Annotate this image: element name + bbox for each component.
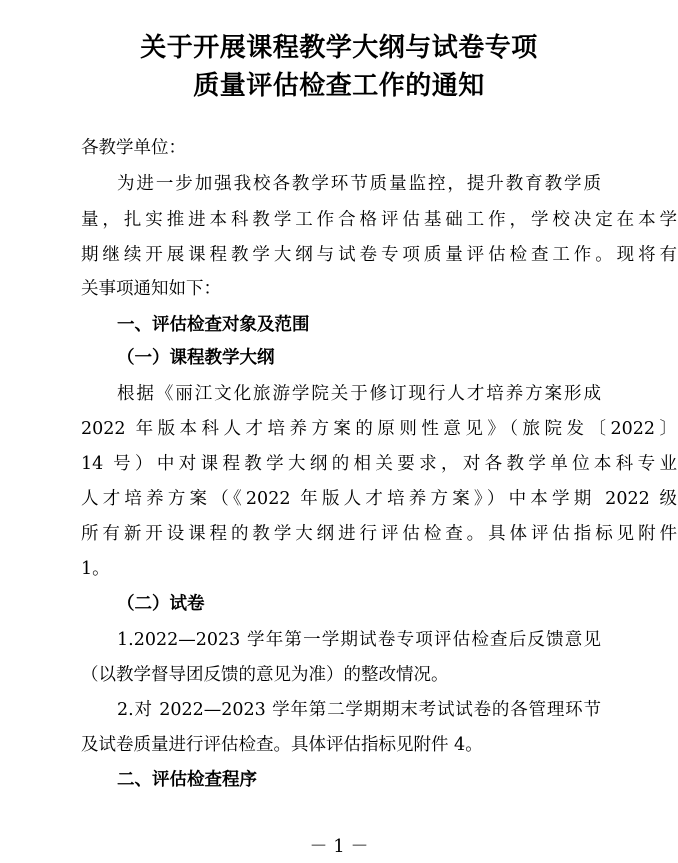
intro-line-1: 为进一步加强我校各教学环节质量监控，提升教育教学质: [117, 174, 601, 194]
sub2-item2-line-2: 及试卷质量进行评估检查。具体评估指标见附件 4。: [81, 735, 483, 755]
section1-heading: 一、评估检查对象及范围: [117, 315, 310, 335]
sub2-heading: （二）试卷: [117, 594, 205, 614]
salutation: 各教学单位：: [81, 138, 186, 158]
document-title-line2: 质量评估检查工作的通知: [193, 71, 485, 101]
sub1-body-line-5: 所有新开设课程的教学大纲进行评估检查。具体评估指标见附件: [81, 524, 677, 544]
intro-line-3: 期继续开展课程教学大纲与试卷专项质量评估检查工作。现将有: [81, 245, 677, 265]
sub1-body-line-6: 1。: [81, 559, 110, 579]
document-title-line1: 关于开展课程教学大纲与试卷专项: [140, 33, 538, 63]
sub2-item2-line-1: 2.对 2022—2023 学年第二学期期末考试试卷的各管理环节: [117, 700, 601, 720]
sub2-item1-line-1: 1.2022—2023 学年第一学期试卷专项评估检查后反馈意见: [117, 630, 601, 650]
sub1-body-line-2: 2022 年版本科人才培养方案的原则性意见》（旅院发〔2022〕: [81, 419, 677, 439]
sub2-item1-line-2: （以教学督导团反馈的意见为准）的整改情况。: [81, 665, 449, 685]
sub1-body-line-3: 14 号）中对课程教学大纲的相关要求，对各教学单位本科专业: [81, 454, 677, 474]
intro-line-4: 关事项通知如下：: [81, 279, 221, 299]
section2-heading: 二、评估检查程序: [117, 770, 257, 790]
sub1-heading: （一）课程教学大纲: [117, 348, 275, 368]
intro-line-2: 量，扎实推进本科教学工作合格评估基础工作，学校决定在本学: [81, 210, 677, 230]
sub1-body-line-1: 根据《丽江文化旅游学院关于修订现行人才培养方案形成: [117, 384, 601, 404]
page-number: － 1 －: [309, 836, 369, 857]
sub1-body-line-4: 人才培养方案（《2022 年版人才培养方案》）中本学期 2022 级: [81, 489, 677, 509]
